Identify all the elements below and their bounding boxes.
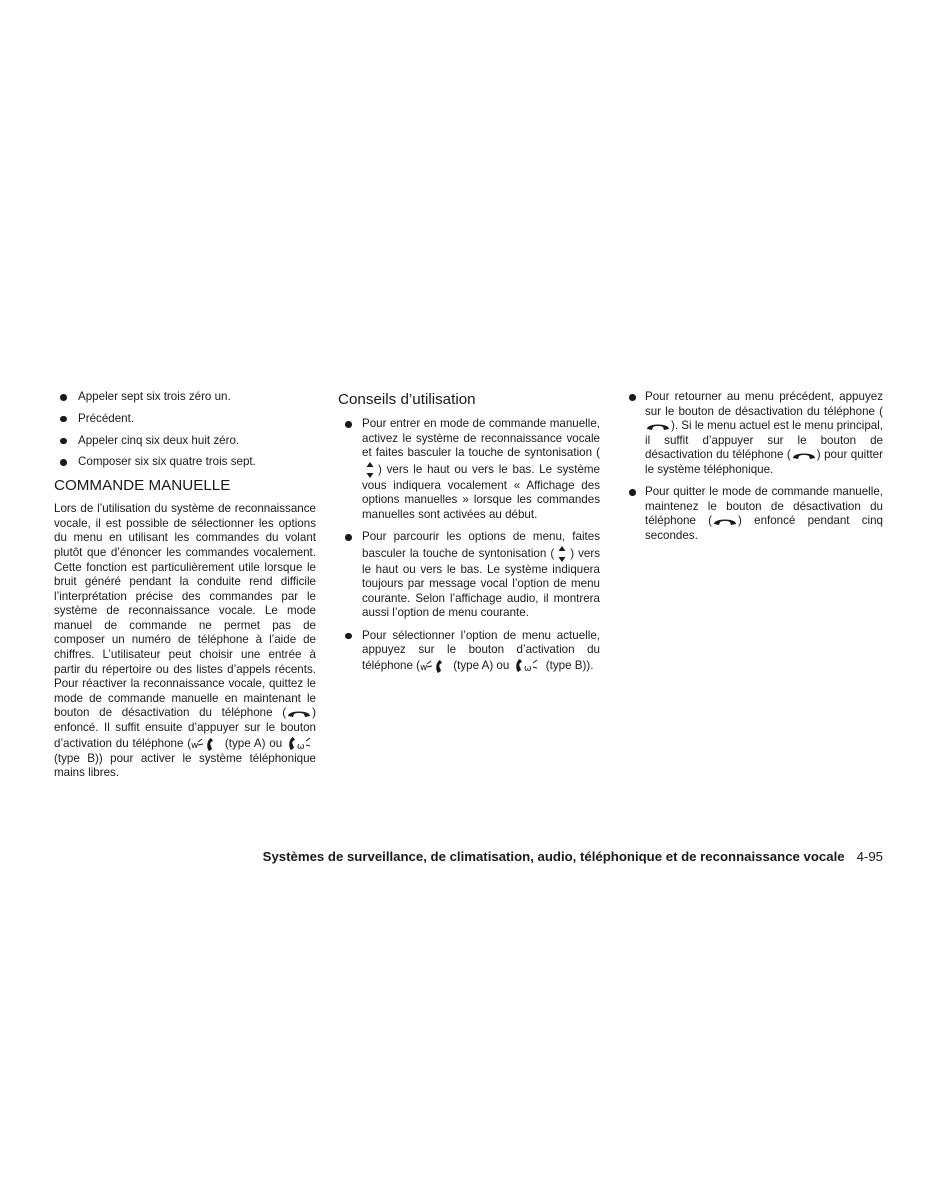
- column-right: [627, 390, 883, 551]
- list-item: Pour sélectionner l’option de menu actuelle, appuyez sur le bouton d’activation du téléphone ( w (type A) ou ω (type B)).: [338, 629, 600, 674]
- bullet-icon: [60, 394, 67, 401]
- bullet-icon: [60, 416, 67, 423]
- phone-hang-up-icon: [645, 420, 671, 432]
- phone-hang-up-icon: [791, 449, 817, 461]
- phone-voice-type-a-icon: [420, 658, 450, 674]
- phone-hang-up-icon: [712, 515, 738, 527]
- chapter-title: Systèmes de surveillance, de climatisation, audio, téléphonique et de reconnaissance vocale: [262, 849, 845, 864]
- list-item: Appeler cinq six deux huit zéro.: [54, 434, 316, 449]
- up-down-tuning-icon: [362, 461, 378, 479]
- bullet-icon: [345, 633, 352, 640]
- bullet-icon: [345, 421, 352, 428]
- list-item: Composer six six quatre trois sept.: [54, 455, 316, 470]
- bullet-icon: [60, 438, 67, 445]
- voice-command-examples: [54, 390, 316, 470]
- page-footer: [263, 849, 883, 865]
- section-heading-tips: Conseils d’utilisation: [338, 391, 476, 408]
- list-item: Pour parcourir les options de menu, faites basculer la touche de syntonisation ( ) vers le haut ou vers le bas. Le système indiquera toujours par message vocal l’option de menu courante. Selon l’affichage audio, il montrera aussi l’option de menu courante.: [338, 530, 600, 621]
- page-number: 4-95: [856, 849, 883, 864]
- svg-text:w: w: [420, 662, 428, 673]
- svg-text:ω: ω: [523, 663, 532, 674]
- phone-hang-up-icon: [286, 707, 312, 719]
- bullet-icon: [60, 459, 67, 466]
- list-item: Appeler sept six trois zéro un.: [54, 390, 316, 405]
- phone-voice-type-b-icon: [513, 658, 543, 674]
- tips-list: [338, 417, 600, 674]
- list-item: Pour retourner au menu précédent, appuyez sur le bouton de désactivation du téléphone ( ). Si le menu actuel est le menu principal, il suffit d’appuyer sur le bouton de désactivation du téléphone ( ) pour quitter le système téléphonique.: [627, 390, 883, 478]
- phone-voice-type-b-icon: [286, 736, 316, 752]
- bullet-icon: [629, 489, 636, 496]
- up-down-tuning-icon: [554, 545, 570, 563]
- svg-text:ω: ω: [296, 741, 305, 752]
- column-middle: [338, 390, 600, 681]
- list-item: Pour quitter le mode de commande manuelle, maintenez le bouton de désactivation du téléphone ( ) enfoncé pendant cinq secondes.: [627, 485, 883, 543]
- list-item: Pour entrer en mode de commande manuelle, activez le système de reconnaissance vocale et faites basculer la touche de syntonisation ( ) vers le haut ou vers le bas. Le système vous indiquera vocalement « Affichage des options manuelles » lorsque les commandes manuelles sont activées au début.: [338, 417, 600, 523]
- return-quit-list: [627, 390, 883, 543]
- bullet-icon: [345, 534, 352, 541]
- column-left: [54, 390, 316, 781]
- list-item: Précédent.: [54, 412, 316, 427]
- manual-mode-paragraph: Lors de l’utilisation du système de reconnaissance vocale, il est possible de sélectionner les options du menu en utilisant les commandes du volant plutôt que d’énoncer les commandes vocalement. Cette fonction est particulièrement utile lorsque le bruit généré pendant la conduite rend difficile l’interprétation précise des commandes par le système de reconnaissance vocale. Le mode manuel de commande ne permet pas de composer un numéro de téléphone à l’aide de chiffres. L’utilisateur peut choisir une entrée à partir du répertoire ou des listes d’appels récents. Pour réactiver la reconnaissance vocale, quittez le mode de commande manuelle en maintenant le bouton de désactivation du téléphone ( ) enfoncé. Il suffit ensuite d’appuyer sur le bouton d’activation du téléphone ( w (type A) ou ω (type B)) pour activer le système téléphonique mains libres.: [54, 502, 316, 780]
- svg-text:w: w: [191, 740, 199, 751]
- section-heading-manual-mode: COMMANDE MANUELLE: [54, 477, 231, 495]
- bullet-icon: [629, 394, 636, 401]
- phone-voice-type-a-icon: [191, 736, 221, 752]
